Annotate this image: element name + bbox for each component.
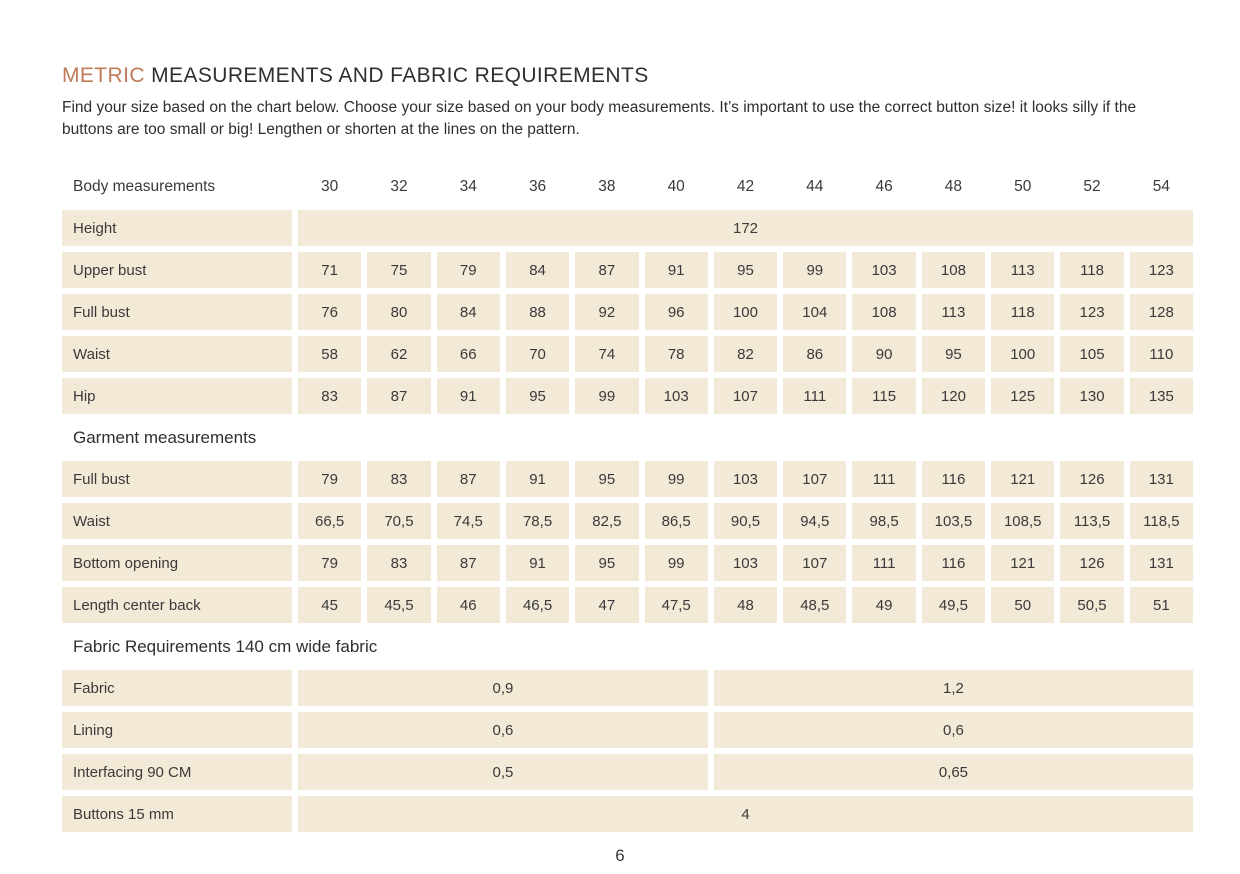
value-cell: 62 [367, 336, 430, 372]
value-cell: 116 [922, 461, 985, 497]
value-cell: 100 [714, 294, 777, 330]
value-cell: 87 [575, 252, 638, 288]
garment-measurements-table [62, 461, 1193, 623]
value-cell: 83 [298, 378, 361, 414]
value-cell: 125 [991, 378, 1054, 414]
value-cell: 78,5 [506, 503, 569, 539]
table-row [62, 670, 1193, 706]
page-title-rest: MEASUREMENTS AND FABRIC REQUIREMENTS [144, 64, 649, 87]
value-cell: 95 [922, 336, 985, 372]
value-cell: 1,2 [714, 670, 1193, 706]
value-cell: 50 [991, 587, 1054, 623]
value-cell: 79 [298, 545, 361, 581]
value-cell: 110 [1130, 336, 1193, 372]
value-cell: 98,5 [852, 503, 915, 539]
fabric-requirements-heading: Fabric Requirements 140 cm wide fabric [73, 637, 378, 656]
value-cell: 70,5 [367, 503, 430, 539]
value-cell: 88 [506, 294, 569, 330]
size-column-header: 42 [736, 178, 755, 195]
value-cell: 91 [506, 461, 569, 497]
value-cell: 79 [298, 461, 361, 497]
table-row [62, 294, 1193, 330]
value-cell: 99 [645, 461, 708, 497]
row-label: Waist [62, 503, 292, 539]
value-cell: 111 [783, 378, 846, 414]
size-column-header: 38 [598, 178, 616, 195]
value-cell: 90 [852, 336, 915, 372]
value-cell: 50,5 [1060, 587, 1123, 623]
row-label: Upper bust [62, 252, 292, 288]
value-cell: 79 [437, 252, 500, 288]
value-cell: 74,5 [437, 503, 500, 539]
value-cell: 83 [367, 545, 430, 581]
value-cell: 118 [1060, 252, 1123, 288]
value-cell: 104 [783, 294, 846, 330]
row-label: Buttons 15 mm [62, 796, 292, 832]
value-cell: 118 [991, 294, 1054, 330]
size-column-header: 48 [944, 178, 963, 195]
body-measurements-table [62, 172, 1193, 414]
size-column-header: 30 [321, 178, 339, 195]
row-label: Hip [62, 378, 292, 414]
size-column-header: 32 [390, 178, 408, 195]
fabric-requirements-table [62, 670, 1193, 832]
value-cell: 48,5 [783, 587, 846, 623]
garment-measurements-heading: Garment measurements [73, 428, 257, 447]
value-cell: 47,5 [645, 587, 708, 623]
row-label: Height [62, 210, 292, 246]
value-cell: 111 [852, 545, 915, 581]
column-header-label: Body measurements [73, 178, 216, 195]
value-cell: 123 [1130, 252, 1193, 288]
page-content [62, 64, 1193, 838]
value-cell: 128 [1130, 294, 1193, 330]
value-cell: 92 [575, 294, 638, 330]
value-cell: 49,5 [922, 587, 985, 623]
table-row [62, 587, 1193, 623]
value-cell: 78 [645, 336, 708, 372]
value-cell: 108 [922, 252, 985, 288]
value-cell: 80 [367, 294, 430, 330]
value-cell: 4 [298, 796, 1193, 832]
value-cell: 121 [991, 461, 1054, 497]
row-label: Fabric [62, 670, 292, 706]
value-cell: 0,5 [298, 754, 708, 790]
value-cell: 45 [298, 587, 361, 623]
value-cell: 0,9 [298, 670, 708, 706]
value-cell: 0,6 [714, 712, 1193, 748]
table-row [62, 545, 1193, 581]
row-label: Full bust [62, 461, 292, 497]
value-cell: 108,5 [991, 503, 1054, 539]
value-cell: 94,5 [783, 503, 846, 539]
value-cell: 103 [852, 252, 915, 288]
value-cell: 95 [575, 461, 638, 497]
value-cell: 99 [645, 545, 708, 581]
value-cell: 70 [506, 336, 569, 372]
value-cell: 103 [714, 461, 777, 497]
table-row [62, 796, 1193, 832]
value-cell: 49 [852, 587, 915, 623]
table-row [62, 252, 1193, 288]
row-label: Interfacing 90 CM [62, 754, 292, 790]
table-row [62, 712, 1193, 748]
size-column-header: 46 [875, 178, 893, 195]
value-cell: 51 [1130, 587, 1193, 623]
value-cell: 126 [1060, 461, 1123, 497]
value-cell: 126 [1060, 545, 1123, 581]
table-row [62, 378, 1193, 414]
value-cell: 91 [506, 545, 569, 581]
value-cell: 107 [783, 545, 846, 581]
value-cell: 66,5 [298, 503, 361, 539]
value-cell: 103,5 [922, 503, 985, 539]
value-cell: 96 [645, 294, 708, 330]
value-cell: 103 [645, 378, 708, 414]
value-cell: 46 [437, 587, 500, 623]
row-label: Length center back [62, 587, 292, 623]
value-cell: 120 [922, 378, 985, 414]
row-label: Lining [62, 712, 292, 748]
size-column-header: 36 [528, 178, 547, 195]
value-cell: 0,6 [298, 712, 708, 748]
value-cell: 90,5 [714, 503, 777, 539]
row-label: Full bust [62, 294, 292, 330]
page-title-accent: METRIC [62, 64, 145, 87]
page-number: 6 [615, 846, 625, 865]
value-cell: 107 [714, 378, 777, 414]
value-cell: 87 [367, 378, 430, 414]
value-cell: 172 [298, 210, 1193, 246]
size-header-row [62, 172, 1193, 202]
value-cell: 47 [575, 587, 638, 623]
value-cell: 113 [991, 252, 1054, 288]
value-cell: 121 [991, 545, 1054, 581]
value-cell: 123 [1060, 294, 1123, 330]
size-column-header: 34 [459, 178, 477, 195]
size-column-header: 54 [1152, 178, 1170, 195]
value-cell: 95 [575, 545, 638, 581]
size-column-header: 50 [1014, 178, 1032, 195]
value-cell: 83 [367, 461, 430, 497]
value-cell: 111 [852, 461, 915, 497]
value-cell: 82 [714, 336, 777, 372]
table-row [62, 503, 1193, 539]
value-cell: 116 [922, 545, 985, 581]
table-row [62, 210, 1193, 246]
value-cell: 99 [783, 252, 846, 288]
table-row [62, 336, 1193, 372]
value-cell: 130 [1060, 378, 1123, 414]
value-cell: 113,5 [1060, 503, 1123, 539]
size-column-header: 40 [667, 178, 685, 195]
value-cell: 75 [367, 252, 430, 288]
value-cell: 76 [298, 294, 361, 330]
value-cell: 103 [714, 545, 777, 581]
value-cell: 45,5 [367, 587, 430, 623]
value-cell: 135 [1130, 378, 1193, 414]
value-cell: 84 [437, 294, 500, 330]
table-row [62, 461, 1193, 497]
value-cell: 100 [991, 336, 1054, 372]
value-cell: 113 [922, 294, 985, 330]
value-cell: 118,5 [1130, 503, 1193, 539]
value-cell: 131 [1130, 461, 1193, 497]
value-cell: 107 [783, 461, 846, 497]
size-column-header: 44 [806, 178, 824, 195]
value-cell: 91 [645, 252, 708, 288]
intro-text: Find your size based on the chart below. Choose your size based on your body measurements. It’s important to use the correct button size! it looks silly if the buttons are too small or big! Lengthen or shorten at the lines on the pattern. [62, 99, 1137, 138]
page-title [62, 64, 1193, 88]
value-cell: 0,65 [714, 754, 1193, 790]
value-cell: 84 [506, 252, 569, 288]
value-cell: 95 [714, 252, 777, 288]
value-cell: 66 [437, 336, 500, 372]
value-cell: 87 [437, 461, 500, 497]
value-cell: 87 [437, 545, 500, 581]
value-cell: 48 [714, 587, 777, 623]
value-cell: 91 [437, 378, 500, 414]
row-label: Bottom opening [62, 545, 292, 581]
value-cell: 86 [783, 336, 846, 372]
value-cell: 108 [852, 294, 915, 330]
value-cell: 46,5 [506, 587, 569, 623]
row-label: Waist [62, 336, 292, 372]
value-cell: 58 [298, 336, 361, 372]
value-cell: 131 [1130, 545, 1193, 581]
table-row [62, 754, 1193, 790]
value-cell: 115 [852, 378, 915, 414]
size-column-header: 52 [1083, 178, 1101, 195]
value-cell: 71 [298, 252, 361, 288]
value-cell: 95 [506, 378, 569, 414]
value-cell: 74 [575, 336, 638, 372]
value-cell: 105 [1060, 336, 1123, 372]
value-cell: 86,5 [645, 503, 708, 539]
value-cell: 99 [575, 378, 638, 414]
value-cell: 82,5 [575, 503, 638, 539]
